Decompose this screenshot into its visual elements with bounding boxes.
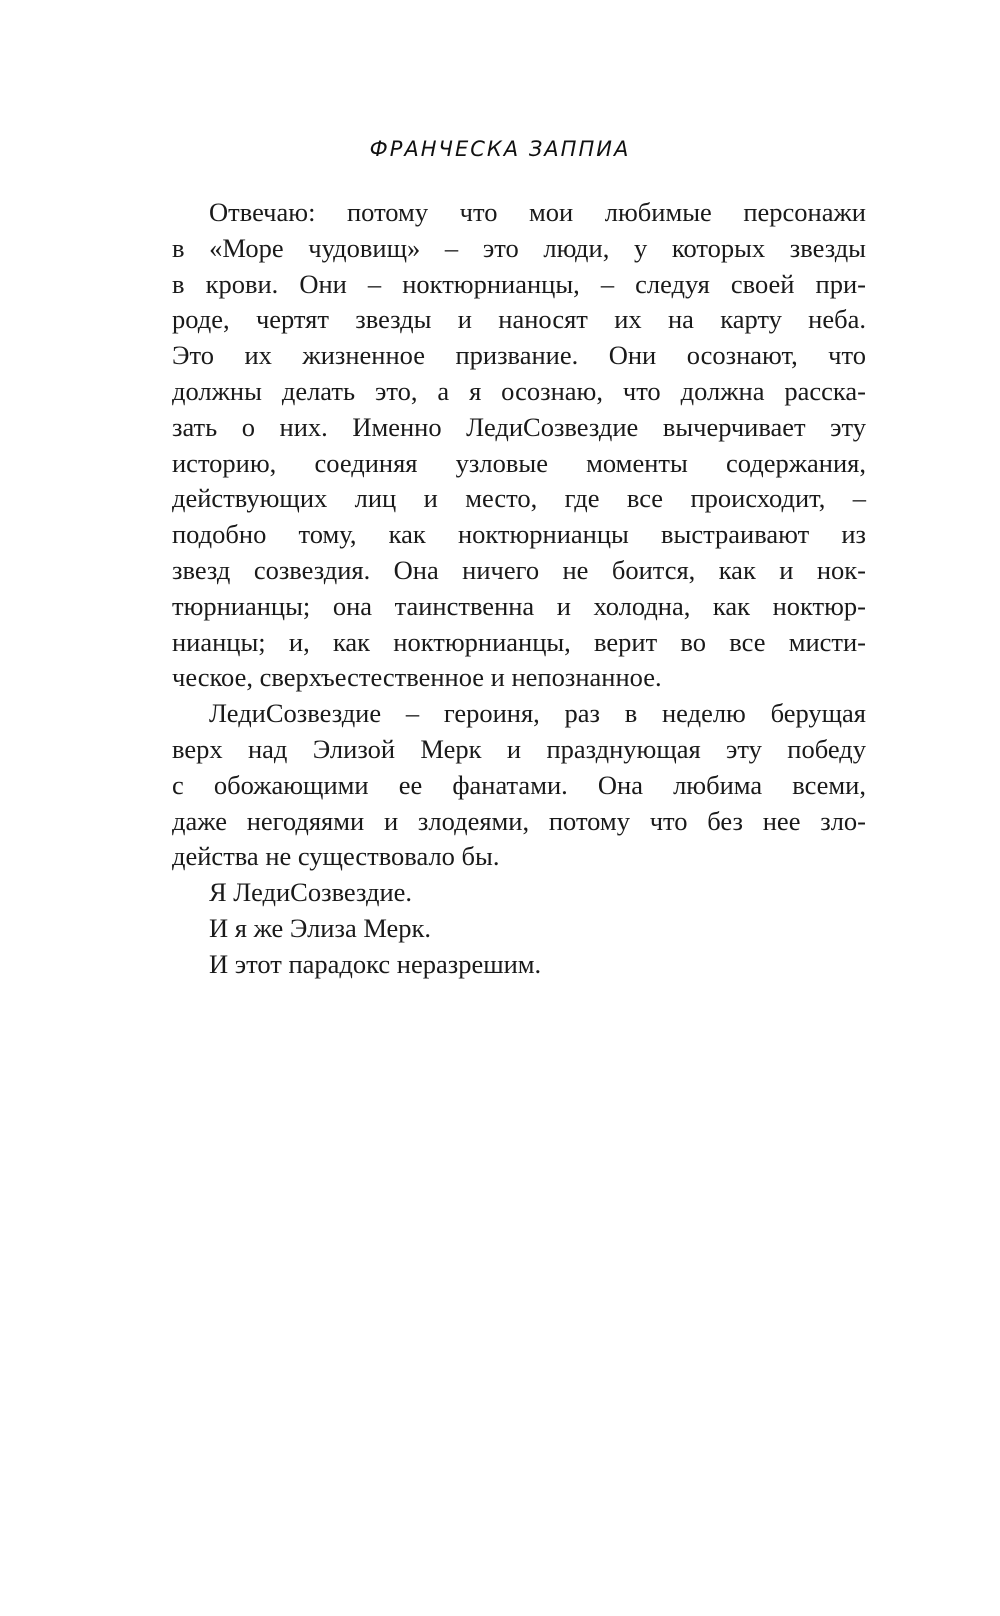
body-text <box>172 195 866 983</box>
text-line: Это их жизненное призвание. Они осознают, что <box>172 340 866 371</box>
text-line: даже негодяями и злодеями, потому что без нее зло- <box>172 805 866 836</box>
text-line: звезд созвездия. Она ничего не боится, как и нок- <box>172 554 866 585</box>
text-line: ЛедиСозвездие – героиня, раз в неделю берущая <box>209 698 866 729</box>
text-line: верх над Элизой Мерк и празднующая эту победу <box>172 733 866 764</box>
paragraph-5 <box>172 947 866 983</box>
text-line: историю, соединяя узловые моменты содержания, <box>172 447 866 478</box>
paragraph-4 <box>172 911 866 947</box>
text-line: действующих лиц и место, где все происходит, – <box>172 483 866 514</box>
text-line: должны делать это, а я осознаю, что должна расска- <box>172 375 866 406</box>
text-line: ческое, сверхъестественное и непознанное. <box>172 662 662 693</box>
text-line: нианцы; и, как ноктюрнианцы, верит во все мисти- <box>172 626 866 657</box>
paragraph-2 <box>172 696 866 875</box>
text-line: в «Море чудовищ» – это люди, у которых звезды <box>172 232 866 263</box>
paragraph-3 <box>172 875 866 911</box>
text-line: И я же Элиза Мерк. <box>209 912 432 943</box>
text-line: действа не существовало бы. <box>172 841 500 872</box>
text-line: подобно тому, как ноктюрнианцы выстраивают из <box>172 519 866 550</box>
paragraph-1 <box>172 195 866 696</box>
text-line: И этот парадокс неразрешим. <box>209 948 542 979</box>
text-line: зать о них. Именно ЛедиСозвездие вычерчивает эту <box>172 411 866 442</box>
running-header-author: ФРАНЧЕСКА ЗАППИА <box>369 137 631 161</box>
text-line: Отвечаю: потому что мои любимые персонажи <box>209 197 866 227</box>
text-line: Я ЛедиСозвездие. <box>209 877 413 908</box>
text-line: в крови. Они – ноктюрнианцы, – следуя своей при- <box>172 268 866 299</box>
text-line: тюрнианцы; она таинственна и холодна, как ноктюр- <box>172 590 866 621</box>
text-line: роде, чертят звезды и наносят их на карту неба. <box>172 304 866 335</box>
text-line: с обожающими ее фанатами. Она любима всеми, <box>172 769 866 800</box>
